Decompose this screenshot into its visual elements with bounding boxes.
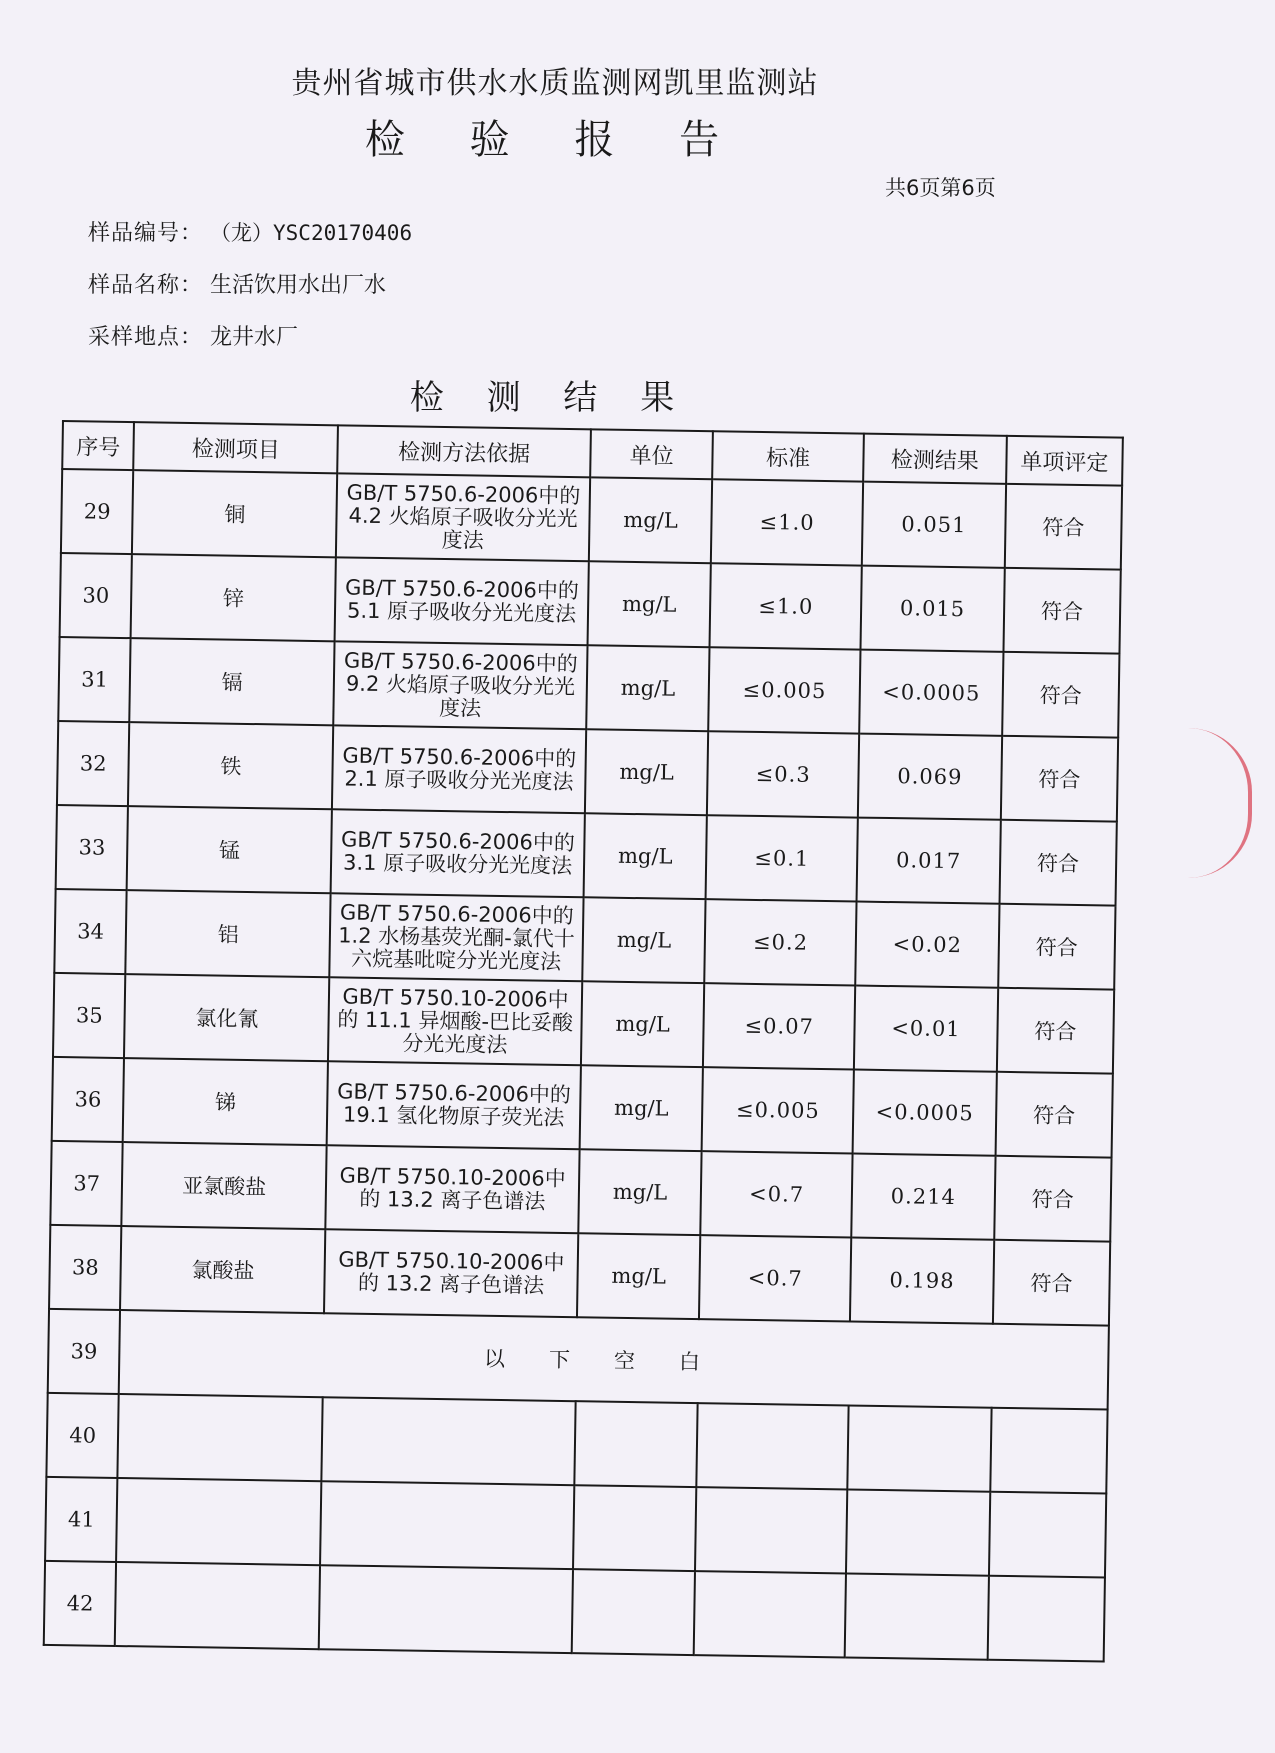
row-number: 29 — [61, 469, 134, 554]
row-number: 38 — [49, 1225, 122, 1310]
row-method: GB/T 5750.10-2006中的 11.1 异烟酸-巴比妥酸分光光度法 — [328, 977, 582, 1065]
sample-number-value: （龙）YSC20170406 — [210, 221, 413, 245]
row-number: 31 — [58, 637, 131, 722]
row-verdict: 符合 — [1003, 568, 1121, 654]
row-item: 锑 — [123, 1058, 328, 1145]
row-method: GB/T 5750.6-2006中的 9.2 火焰原子吸收分光光度法 — [333, 641, 587, 729]
sampling-location-label: 采样地点： — [88, 325, 204, 350]
row-number: 34 — [54, 889, 127, 974]
row-standard: <0.7 — [701, 1151, 853, 1237]
sampling-location-value: 龙井水厂 — [210, 325, 299, 350]
row-verdict: 符合 — [999, 820, 1117, 906]
empty-cell — [573, 1485, 697, 1571]
row-standard: ≤0.005 — [708, 647, 860, 733]
sample-number-line — [88, 216, 412, 247]
row-item: 氯化氰 — [124, 974, 329, 1061]
row-method: GB/T 5750.6-2006中的 4.2 火焰原子吸收分光光度法 — [336, 473, 590, 561]
sampling-location-line — [88, 320, 298, 351]
empty-cell — [118, 1394, 323, 1481]
row-standard: ≤0.005 — [702, 1067, 854, 1153]
row-standard: ≤0.3 — [707, 731, 859, 817]
document-title: 检 验 报 告 — [364, 117, 746, 163]
row-verdict: 符合 — [998, 904, 1116, 990]
results-section-title: 检 测 结 果 — [409, 378, 691, 418]
row-number: 37 — [50, 1141, 123, 1226]
empty-cell — [695, 1487, 847, 1573]
row-method: GB/T 5750.6-2006中的 19.1 氢化物原子荧光法 — [327, 1061, 581, 1149]
row-method: GB/T 5750.6-2006中的 3.1 原子吸收分光光度法 — [331, 809, 585, 897]
row-number: 35 — [53, 973, 126, 1058]
empty-row — [44, 1561, 1105, 1662]
row-standard: ≤1.0 — [711, 479, 863, 565]
row-unit: mg/L — [589, 477, 713, 563]
row-standard: ≤1.0 — [710, 563, 862, 649]
row-unit: mg/L — [582, 897, 706, 983]
row-unit: mg/L — [580, 1065, 704, 1151]
row-unit: mg/L — [587, 561, 711, 647]
row-number: 42 — [44, 1561, 117, 1646]
row-number: 41 — [45, 1477, 118, 1562]
row-result: <0.01 — [854, 986, 998, 1072]
row-result: 0.015 — [861, 566, 1005, 652]
results-table — [43, 420, 1124, 1663]
empty-cell — [847, 1405, 991, 1491]
header-unit: 单位 — [590, 429, 713, 479]
row-result: <0.0005 — [853, 1070, 997, 1156]
empty-cell — [845, 1573, 989, 1659]
empty-cell — [572, 1569, 696, 1655]
row-result: <0.02 — [855, 902, 999, 988]
row-number: 30 — [60, 553, 133, 638]
empty-cell — [319, 1565, 573, 1653]
row-verdict: 符合 — [997, 988, 1115, 1074]
row-number: 36 — [52, 1057, 125, 1142]
row-item: 亚氯酸盐 — [122, 1142, 327, 1229]
header-result: 检测结果 — [863, 434, 1006, 484]
header-standard: 标准 — [712, 431, 864, 481]
row-item: 镉 — [130, 638, 335, 725]
row-number: 33 — [56, 805, 129, 890]
empty-cell — [322, 1397, 576, 1485]
row-verdict: 符合 — [1005, 484, 1123, 570]
sample-name-value: 生活饮用水出厂水 — [210, 273, 387, 298]
header-item: 检测项目 — [134, 422, 339, 473]
header-method: 检测方法依据 — [337, 425, 590, 477]
seal-stamp-edge — [1188, 728, 1252, 878]
row-unit: mg/L — [577, 1233, 701, 1319]
row-method: GB/T 5750.6-2006中的 2.1 原子吸收分光光度法 — [332, 725, 586, 813]
row-result: 0.051 — [862, 482, 1006, 568]
organization-title: 贵州省城市供水水质监测网凯里监测站 — [291, 66, 819, 101]
row-unit: mg/L — [581, 981, 705, 1067]
row-item: 铝 — [126, 890, 331, 977]
row-method: GB/T 5750.10-2006中的 13.2 离子色谱法 — [326, 1145, 580, 1233]
row-result: 0.214 — [851, 1154, 995, 1240]
row-verdict: 符合 — [1002, 652, 1120, 738]
row-verdict: 符合 — [993, 1240, 1111, 1326]
empty-cell — [697, 1403, 849, 1489]
empty-cell — [574, 1401, 698, 1487]
row-result: 0.069 — [858, 734, 1002, 820]
row-result: <0.0005 — [859, 650, 1003, 736]
sample-number-label: 样品编号： — [88, 221, 204, 246]
row-method: GB/T 5750.10-2006中的 13.2 离子色谱法 — [324, 1229, 578, 1317]
row-verdict: 符合 — [994, 1156, 1112, 1242]
row-item: 氯酸盐 — [120, 1226, 325, 1313]
empty-cell — [989, 1492, 1107, 1578]
row-item: 铁 — [128, 722, 333, 809]
empty-cell — [846, 1489, 990, 1575]
empty-cell — [987, 1576, 1105, 1662]
header-verdict: 单项评定 — [1006, 436, 1123, 486]
page-count: 共6页第6页 — [885, 176, 996, 200]
row-unit: mg/L — [584, 813, 708, 899]
row-number: 32 — [57, 721, 130, 806]
empty-cell — [320, 1481, 574, 1569]
row-standard: ≤0.2 — [704, 899, 856, 985]
row-result: 0.017 — [857, 818, 1001, 904]
empty-cell — [694, 1571, 846, 1657]
empty-cell — [990, 1408, 1108, 1494]
row-result: 0.198 — [850, 1237, 994, 1323]
sample-name-label: 样品名称： — [88, 273, 204, 298]
header-no: 序号 — [62, 421, 134, 470]
row-method: GB/T 5750.6-2006中的 5.1 原子吸收分光光度法 — [335, 557, 589, 645]
row-item: 锰 — [127, 806, 332, 893]
row-unit: mg/L — [585, 729, 709, 815]
row-verdict: 符合 — [1001, 736, 1119, 822]
row-standard: <0.7 — [699, 1235, 851, 1321]
row-unit: mg/L — [586, 645, 710, 731]
row-number: 40 — [46, 1393, 119, 1478]
row-item: 铜 — [132, 470, 337, 557]
row-standard: ≤0.07 — [703, 983, 855, 1069]
row-item: 锌 — [131, 554, 336, 641]
empty-cell — [116, 1478, 321, 1565]
row-method: GB/T 5750.6-2006中的 1.2 水杨基荧光酮-氯代十六烷基吡啶分光光度法 — [329, 893, 583, 981]
blank-note: 以下空白 — [119, 1310, 1109, 1410]
row-standard: ≤0.1 — [706, 815, 858, 901]
empty-cell — [115, 1562, 320, 1649]
row-unit: mg/L — [578, 1149, 702, 1235]
sample-name-line — [88, 268, 386, 299]
row-number: 39 — [48, 1309, 121, 1394]
row-verdict: 符合 — [995, 1072, 1113, 1158]
